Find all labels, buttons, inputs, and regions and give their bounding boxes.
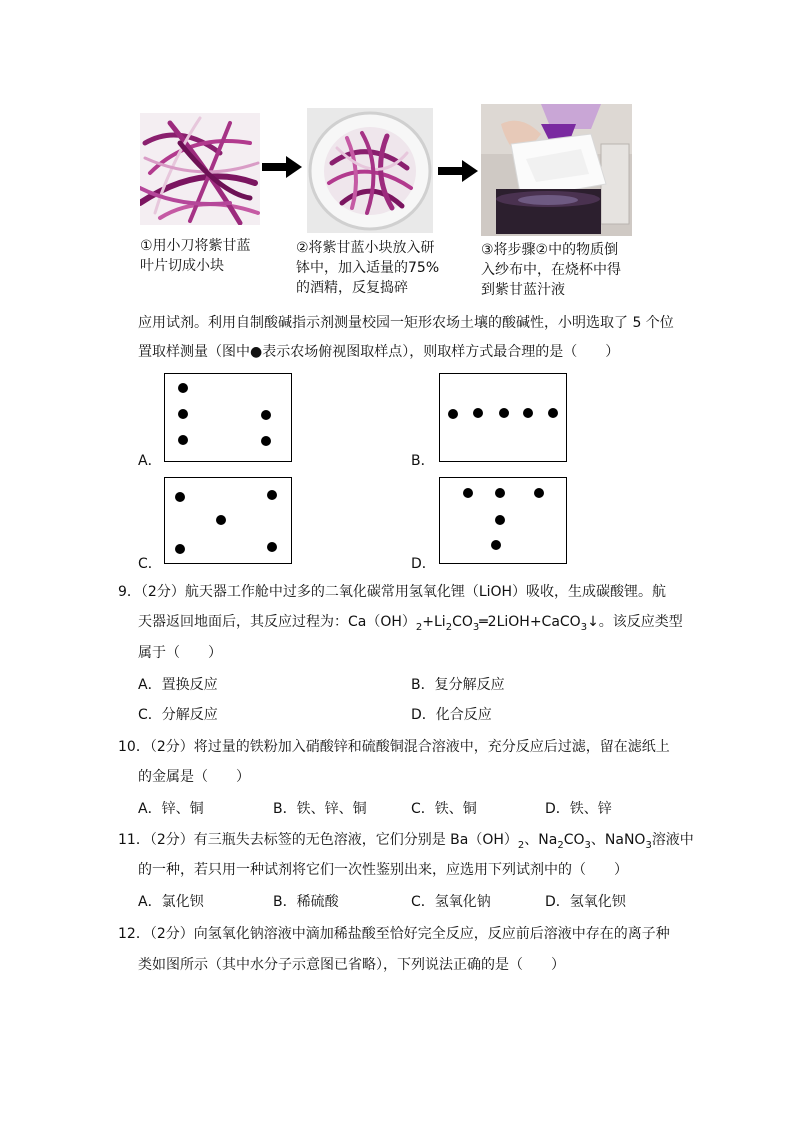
sample-point <box>261 436 271 446</box>
q9-stem-line2 <box>138 612 683 638</box>
sample-point <box>175 544 185 554</box>
q9-option-a[interactable]: A．置换反应 <box>138 677 218 693</box>
q11-text: 、Na <box>524 832 558 848</box>
q11-text: 、NaNO <box>590 832 646 848</box>
caption-line: 叶片切成小块 <box>140 258 224 274</box>
sample-point <box>267 542 277 552</box>
sample-point <box>463 488 473 498</box>
q9-subscript: 3 <box>472 621 480 633</box>
q10-option-d[interactable]: D．铁、锌 <box>545 801 612 817</box>
sample-point <box>267 490 277 500</box>
q8-text-line: 应用试剂。利用自制酸碱指示剂测量校园一矩形农场土壤的酸碱性，小明选取了 5 个位 <box>138 315 674 331</box>
q11-subscript: 3 <box>645 839 652 851</box>
q9-option-b[interactable]: B．复分解反应 <box>411 677 505 693</box>
q11-option-b[interactable]: B．稀硫酸 <box>273 894 339 910</box>
q9-text: +Li <box>422 614 446 630</box>
sample-point <box>178 435 188 445</box>
q11-option-d[interactable]: D．氢氧化钡 <box>545 894 626 910</box>
q8-text-line: 置取样测量（图中●表示农场俯视图取样点），则取样方式最合理的是（ ） <box>138 344 620 360</box>
q9-option-d[interactable]: D．化合反应 <box>411 707 492 723</box>
option-d-diagram <box>439 477 567 564</box>
q9-stem-line1: 9．（2分）航天器工作舱中过多的二氧化碳常用氢氧化锂（LiOH）吸收，生成碳酸锂。航 <box>118 584 667 600</box>
mortar-photo <box>307 108 433 233</box>
sample-point <box>523 408 533 418</box>
q12-stem-line1: 12．（2分）向氢氧化钠溶液中滴加稀盐酸至恰好完全反应，反应前后溶液中存在的离子种 <box>118 926 670 942</box>
q11-text: 溶液中 <box>651 832 694 848</box>
q9-text: ═2LiOH+CaCO <box>479 614 581 630</box>
q11-stem-line1 <box>118 830 694 856</box>
option-c-diagram <box>164 477 292 564</box>
q10-option-c[interactable]: C．铁、铜 <box>411 801 477 817</box>
q11-text: 11．（2分）有三瓶失去标签的无色溶液，它们分别是 Ba（OH） <box>118 832 518 848</box>
sample-point <box>178 383 188 393</box>
cabbage-slices-photo <box>140 113 260 225</box>
q10-option-b[interactable]: B．铁、锌、铜 <box>273 801 367 817</box>
arrow-right-icon <box>262 156 302 178</box>
caption-line: ②将紫甘蓝小块放入研 <box>296 240 435 256</box>
caption-line: ①用小刀将紫甘蓝 <box>140 238 251 254</box>
caption-line: 到紫甘蓝汁液 <box>481 282 565 298</box>
sample-point <box>499 408 509 418</box>
q10-stem-line2: 的金属是（ ） <box>138 769 250 785</box>
q10-option-a[interactable]: A．锌、铜 <box>138 801 204 817</box>
q9-stem-line3: 属于（ ） <box>138 645 222 661</box>
q11-text: CO <box>563 832 585 848</box>
caption-line: 的酒精，反复捣碎 <box>296 280 408 296</box>
q9-subscript: 3 <box>580 621 588 633</box>
q11-subscript: 3 <box>584 839 591 851</box>
sample-point <box>261 410 271 420</box>
caption-line: 钵中，加入适量的75% <box>296 260 440 276</box>
sample-point <box>495 515 505 525</box>
option-d-label[interactable]: D． <box>411 556 436 572</box>
sample-point <box>178 409 188 419</box>
q9-text: 天器返回地面后，其反应过程为：Ca（OH） <box>138 614 416 630</box>
q9-text: CO <box>452 614 473 630</box>
sample-point <box>491 540 501 550</box>
q12-stem-line2: 类如图所示（其中水分子示意图已省略），下列说法正确的是（ ） <box>138 957 565 973</box>
sample-point <box>534 488 544 498</box>
step2-caption <box>296 238 439 298</box>
q9-subscript: 2 <box>415 621 423 633</box>
option-a-diagram <box>164 373 292 462</box>
option-c-label[interactable]: C． <box>138 556 162 572</box>
step1-caption <box>140 236 251 276</box>
q11-option-a[interactable]: A．氯化钡 <box>138 894 204 910</box>
q11-stem-line2: 的一种，若只用一种试剂将它们一次性鉴别出来，应选用下列试剂中的（ ） <box>138 862 628 878</box>
sample-point <box>473 408 483 418</box>
option-b-label[interactable]: B． <box>411 453 435 469</box>
caption-line: 入纱布中，在烧杯中得 <box>481 262 621 278</box>
arrow-right-icon <box>438 160 478 182</box>
sample-point <box>175 492 185 502</box>
q11-subscript: 2 <box>557 839 564 851</box>
sample-point <box>495 488 505 498</box>
step3-caption <box>481 240 621 300</box>
q11-option-c[interactable]: C．氢氧化钠 <box>411 894 491 910</box>
filtering-photo <box>481 104 632 236</box>
option-b-diagram <box>439 373 567 462</box>
sample-point <box>216 515 226 525</box>
caption-line: ③将步骤②中的物质倒 <box>481 242 619 258</box>
sample-point <box>448 409 458 419</box>
q11-subscript: 2 <box>517 839 525 851</box>
q9-subscript: 2 <box>445 621 453 633</box>
q9-text: ↓。该反应类型 <box>587 614 683 630</box>
sample-point <box>548 408 558 418</box>
q10-stem-line1: 10．（2分）将过量的铁粉加入硝酸锌和硫酸铜混合溶液中，充分反应后过滤，留在滤纸上 <box>118 739 670 755</box>
option-a-label[interactable]: A． <box>138 453 162 469</box>
q9-option-c[interactable]: C．分解反应 <box>138 707 218 723</box>
